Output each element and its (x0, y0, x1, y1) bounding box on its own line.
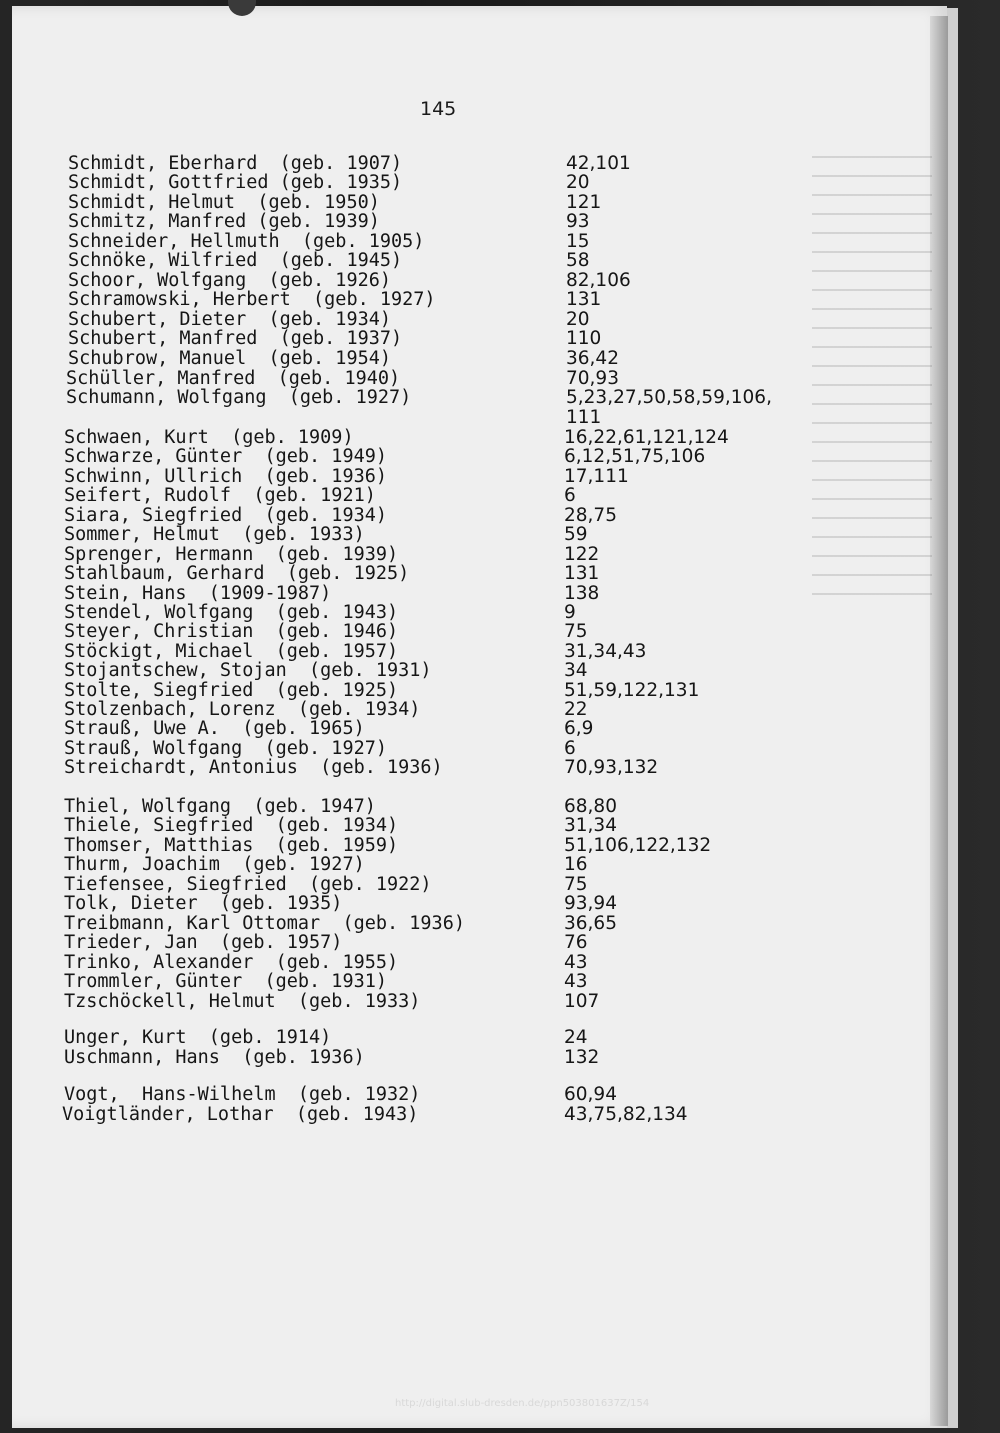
entry-name: Unger, Kurt (geb. 1914) (64, 1027, 332, 1048)
entry-name: Schubrow, Manuel (geb. 1954) (68, 348, 392, 369)
index-entry-row (0, 971, 1000, 993)
entry-name: Strauß, Uwe A. (geb. 1965) (64, 718, 365, 739)
entry-pages: 75 (564, 874, 588, 895)
entry-pages: 20 (566, 172, 590, 193)
entry-name: Schmitz, Manfred (geb. 1939) (68, 211, 380, 232)
index-entry-row (0, 718, 1000, 740)
entry-pages: 82,106 (566, 270, 631, 291)
index-entry-row (0, 348, 1000, 370)
entry-pages: 59 (564, 524, 588, 545)
entry-name: Thiele, Siegfried (geb. 1934) (64, 815, 399, 836)
entry-pages: 31,34,43 (564, 641, 647, 662)
entry-name: Siara, Siegfried (geb. 1934) (64, 505, 388, 526)
index-entry-row (0, 1084, 1000, 1106)
index-entry-row (0, 757, 1000, 779)
entry-name: Schneider, Hellmuth (geb. 1905) (68, 231, 425, 252)
entry-pages: 76 (564, 932, 588, 953)
entry-name: Stein, Hans (1909-1987) (64, 583, 332, 604)
entry-pages: 15 (566, 231, 590, 252)
entry-pages: 43,75,82,134 (564, 1104, 688, 1125)
entry-name: Vogt, Hans-Wilhelm (geb. 1932) (64, 1084, 421, 1105)
entry-name: Sommer, Helmut (geb. 1933) (64, 524, 365, 545)
index-entry-row (0, 328, 1000, 350)
entry-name: Schmidt, Eberhard (geb. 1907) (68, 153, 403, 174)
entry-name: Stolzenbach, Lorenz (geb. 1934) (64, 699, 421, 720)
entry-pages: 28,75 (564, 505, 617, 526)
entry-pages: 131 (566, 289, 602, 310)
page-number: 145 (420, 98, 457, 120)
entry-pages: 16 (564, 854, 588, 875)
entry-pages: 122 (564, 544, 600, 565)
entry-name: Stojantschew, Stojan (geb. 1931) (64, 660, 432, 681)
index-entry-row (0, 621, 1000, 643)
index-entry-row (0, 815, 1000, 837)
entry-pages: 111 (566, 407, 602, 428)
entry-name: Schramowski, Herbert (geb. 1927) (68, 289, 436, 310)
entry-name: Tolk, Dieter (geb. 1935) (64, 893, 343, 914)
entry-name: Stahlbaum, Gerhard (geb. 1925) (64, 563, 410, 584)
index-entry-row (0, 660, 1000, 682)
entry-pages: 17,111 (564, 466, 629, 487)
entry-pages: 6 (564, 485, 576, 506)
index-entry-row (0, 250, 1000, 272)
entry-name: Schmidt, Helmut (geb. 1950) (68, 192, 380, 213)
entry-name: Schwinn, Ullrich (geb. 1936) (64, 466, 388, 487)
index-entry-row (0, 1047, 1000, 1069)
entry-pages: 9 (564, 602, 576, 623)
entry-pages: 110 (566, 328, 602, 349)
entry-pages: 43 (564, 952, 588, 973)
entry-pages: 6 (564, 738, 576, 759)
entry-pages: 51,59,122,131 (564, 680, 700, 701)
entry-pages: 24 (564, 1027, 588, 1048)
entry-name: Thomser, Matthias (geb. 1959) (64, 835, 399, 856)
entry-pages: 36,42 (566, 348, 619, 369)
entry-name: Voigtländer, Lothar (geb. 1943) (62, 1104, 419, 1125)
entry-pages: 132 (564, 1047, 600, 1068)
entry-pages: 6,9 (564, 718, 594, 739)
entry-name: Trieder, Jan (geb. 1957) (64, 932, 343, 953)
entry-pages: 22 (564, 699, 588, 720)
entry-name: Uschmann, Hans (geb. 1936) (64, 1047, 365, 1068)
index-entry-row (0, 1027, 1000, 1049)
index-entry-row (0, 172, 1000, 194)
entry-pages: 43 (564, 971, 588, 992)
entry-pages: 107 (564, 991, 600, 1012)
index-entry-row (0, 289, 1000, 311)
entry-pages: 34 (564, 660, 588, 681)
entry-pages: 93 (566, 211, 590, 232)
entry-pages: 20 (566, 309, 590, 330)
entry-name: Schmidt, Gottfried (geb. 1935) (68, 172, 403, 193)
index-entry-row (0, 485, 1000, 507)
entry-pages: 42,101 (566, 153, 631, 174)
entry-name: Tzschöckell, Helmut (geb. 1933) (64, 991, 421, 1012)
entry-pages: 5,23,27,50,58,59,106, (566, 387, 772, 408)
entry-pages: 70,93,132 (564, 757, 659, 778)
entry-pages: 131 (564, 563, 600, 584)
index-entry-row (0, 932, 1000, 954)
entry-name: Strauß, Wolfgang (geb. 1927) (64, 738, 388, 759)
entry-pages: 70,93 (566, 368, 619, 389)
entry-pages: 68,80 (564, 796, 617, 817)
entry-pages: 6,12,51,75,106 (564, 446, 706, 467)
entry-pages: 75 (564, 621, 588, 642)
entry-name: Thurm, Joachim (geb. 1927) (64, 854, 365, 875)
index-entry-row (0, 563, 1000, 585)
index-entry-row (0, 524, 1000, 546)
entry-name: Schumann, Wolfgang (geb. 1927) (66, 387, 412, 408)
entry-name: Schubert, Dieter (geb. 1934) (68, 309, 392, 330)
entry-name: Steyer, Christian (geb. 1946) (64, 621, 399, 642)
entry-pages: 138 (564, 583, 600, 604)
entry-pages: 36,65 (564, 913, 617, 934)
entry-name: Trinko, Alexander (geb. 1955) (64, 952, 399, 973)
index-entry-row (0, 991, 1000, 1013)
entry-name: Treibmann, Karl Ottomar (geb. 1936) (64, 913, 465, 934)
entry-name: Schüller, Manfred (geb. 1940) (66, 368, 401, 389)
entry-name: Schubert, Manfred (geb. 1937) (68, 328, 403, 349)
entry-pages: 51,106,122,132 (564, 835, 712, 856)
index-entry-row (0, 446, 1000, 468)
index-entry-row (0, 1104, 1000, 1126)
entry-pages: 58 (566, 250, 590, 271)
entry-name: Stöckigt, Michael (geb. 1957) (64, 641, 399, 662)
index-entry-row (0, 387, 1000, 409)
entry-name: Trommler, Günter (geb. 1931) (64, 971, 388, 992)
footer-url: http://digital.slub-dresden.de/ppn503801637Z/154 (395, 1398, 650, 1409)
entry-name: Schwaen, Kurt (geb. 1909) (64, 427, 354, 448)
entry-name: Thiel, Wolfgang (geb. 1947) (64, 796, 376, 817)
entry-name: Stendel, Wolfgang (geb. 1943) (64, 602, 399, 623)
entry-pages: 121 (566, 192, 602, 213)
index-entry-row (0, 854, 1000, 876)
entry-name: Schwarze, Günter (geb. 1949) (64, 446, 388, 467)
entry-name: Sprenger, Hermann (geb. 1939) (64, 544, 399, 565)
entry-name: Schnöke, Wilfried (geb. 1945) (68, 250, 403, 271)
entry-name: Seifert, Rudolf (geb. 1921) (64, 485, 376, 506)
entry-pages: 60,94 (564, 1084, 617, 1105)
entry-pages: 93,94 (564, 893, 617, 914)
entry-pages: 16,22,61,121,124 (564, 427, 729, 448)
index-entry-row (0, 407, 1000, 429)
entry-name: Streichardt, Antonius (geb. 1936) (64, 757, 443, 778)
entry-pages: 31,34 (564, 815, 617, 836)
index-entry-row (0, 211, 1000, 233)
index-entry-row (0, 893, 1000, 915)
entry-name: Tiefensee, Siegfried (geb. 1922) (64, 874, 432, 895)
entry-name: Schoor, Wolfgang (geb. 1926) (68, 270, 392, 291)
entry-name: Stolte, Siegfried (geb. 1925) (64, 680, 399, 701)
